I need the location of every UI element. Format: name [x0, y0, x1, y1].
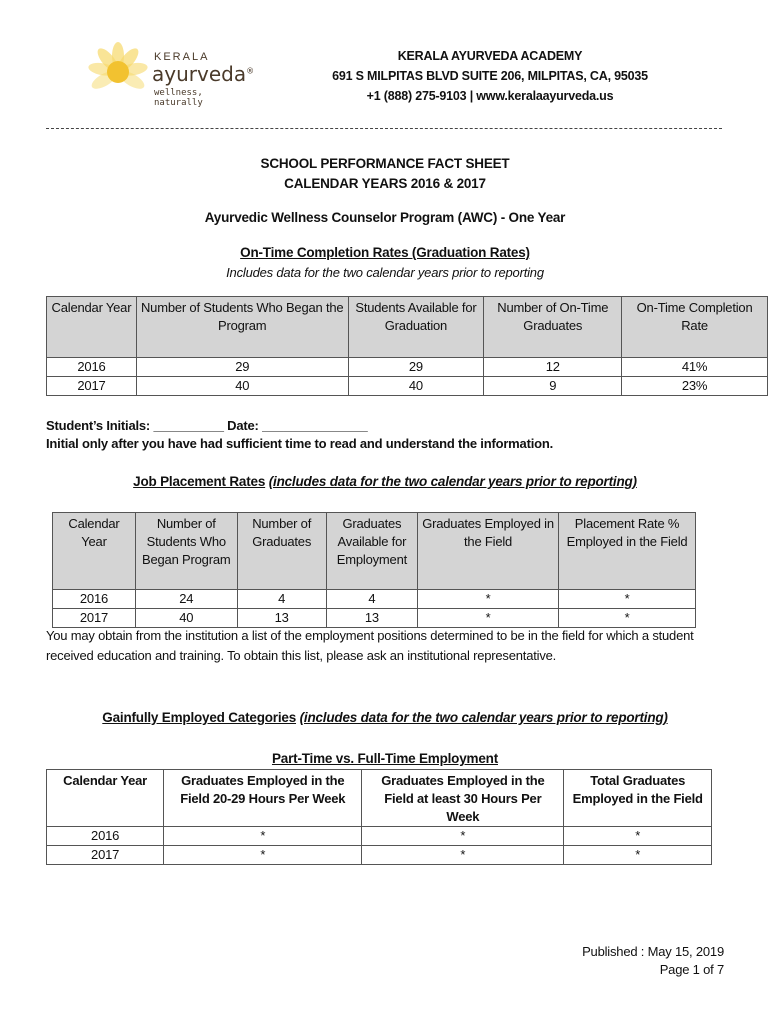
column-header: On-Time Completion Rate [622, 297, 768, 358]
table-cell: 13 [237, 609, 326, 628]
program-name: Ayurvedic Wellness Counselor Program (AWC) - One Year [204, 210, 566, 225]
table-row [53, 609, 696, 628]
table-cell: 12 [484, 358, 622, 377]
table-cell: 13 [326, 609, 417, 628]
table-cell: 2016 [47, 827, 164, 846]
logo-tagline: wellness, naturally [154, 88, 203, 108]
table-cell: * [559, 609, 696, 628]
gainful-subheading: Part-Time vs. Full-Time Employment [271, 751, 498, 766]
column-header: Number of On-Time Graduates [484, 297, 622, 358]
column-header: Number of Graduates [237, 513, 326, 590]
placement-note-line1: You may obtain from the institution a list of the employment positions determined to be in the field for which a student [46, 628, 694, 643]
gainful-table [46, 769, 712, 865]
column-header: Calendar Year [47, 297, 137, 358]
logo-word-ayurveda: ayurveda [152, 62, 247, 86]
table-cell: 40 [348, 377, 484, 396]
completion-subheading: Includes data for the two calendar years prior to reporting [226, 265, 544, 280]
table-header-row [53, 513, 696, 590]
column-header: Graduates Employed in the Field [418, 513, 559, 590]
table-cell: * [564, 846, 712, 865]
logo-word-kerala: KERALA [154, 51, 210, 63]
column-header: Calendar Year [53, 513, 136, 590]
table-cell: 2016 [47, 358, 137, 377]
doc-title: SCHOOL PERFORMANCE FACT SHEET [260, 156, 510, 171]
org-contact: +1 (888) 275-9103 | www.keralaayurveda.us [366, 89, 614, 103]
column-header: Number of Students Who Began Program [135, 513, 237, 590]
org-name: KERALA AYURVEDA ACADEMY [397, 49, 583, 63]
table-cell: 2017 [47, 377, 137, 396]
table-header-row [47, 770, 712, 827]
kerala-ayurveda-logo [88, 40, 255, 108]
table-cell: 23% [622, 377, 768, 396]
initials-instruction: Initial only after you have had sufficient time to read and understand the information. [46, 436, 553, 451]
table-cell: 4 [326, 590, 417, 609]
table-row [47, 377, 768, 396]
initials-line: Student’s Initials: __________ Date: _______________ [46, 418, 368, 433]
gainful-heading-main: Gainfully Employed Categories [102, 710, 297, 725]
completion-table [46, 296, 768, 396]
table-row [47, 846, 712, 865]
table-cell: 40 [136, 377, 348, 396]
org-address-block [310, 46, 670, 106]
table-cell: * [362, 846, 564, 865]
published-date: Published : May 15, 2019 [582, 944, 724, 959]
placement-heading-main: Job Placement Rates [133, 474, 266, 489]
gainful-heading [0, 710, 770, 725]
column-header: Graduates Available for Employment [326, 513, 417, 590]
registered-mark: ® [246, 66, 255, 76]
table-cell: 40 [135, 609, 237, 628]
org-address: 691 S MILPITAS BLVD SUITE 206, MILPITAS, CA, 95035 [332, 69, 648, 83]
column-header: Graduates Employed in the Field at least 30 Hours Per Week [362, 770, 564, 827]
gainful-heading-italic: (includes data for the two calendar years prior to reporting) [299, 710, 668, 725]
header-divider [46, 128, 722, 129]
table-cell: * [362, 827, 564, 846]
table-cell: * [418, 609, 559, 628]
table-cell: 2017 [47, 846, 164, 865]
table-cell: * [418, 590, 559, 609]
table-cell: 29 [136, 358, 348, 377]
completion-heading: On-Time Completion Rates (Graduation Rates) [240, 245, 530, 260]
placement-note-line2: received education and training. To obtain this list, please ask an institutional representative. [46, 648, 557, 663]
table-cell: * [564, 827, 712, 846]
page-number: Page 1 of 7 [659, 962, 724, 977]
table-cell: 2016 [53, 590, 136, 609]
table-cell: 41% [622, 358, 768, 377]
table-row [53, 590, 696, 609]
table-row [47, 827, 712, 846]
table-cell: 24 [135, 590, 237, 609]
column-header: Number of Students Who Began the Program [136, 297, 348, 358]
doc-subtitle: CALENDAR YEARS 2016 & 2017 [284, 176, 486, 191]
column-header: Total Graduates Employed in the Field [564, 770, 712, 827]
table-cell: 9 [484, 377, 622, 396]
placement-heading-italic: (includes data for the two calendar years prior to reporting) [268, 474, 637, 489]
placement-heading [0, 474, 770, 489]
table-cell: 2017 [53, 609, 136, 628]
table-cell: * [559, 590, 696, 609]
column-header: Placement Rate % Employed in the Field [559, 513, 696, 590]
column-header: Students Available for Graduation [348, 297, 484, 358]
table-cell: * [164, 846, 362, 865]
table-cell: 4 [237, 590, 326, 609]
placement-table [52, 512, 696, 628]
table-cell: * [164, 827, 362, 846]
logo-wordmark [152, 62, 254, 86]
column-header: Graduates Employed in the Field 20-29 Hours Per Week [164, 770, 362, 827]
table-header-row [47, 297, 768, 358]
column-header: Calendar Year [47, 770, 164, 827]
table-row [47, 358, 768, 377]
table-cell: 29 [348, 358, 484, 377]
